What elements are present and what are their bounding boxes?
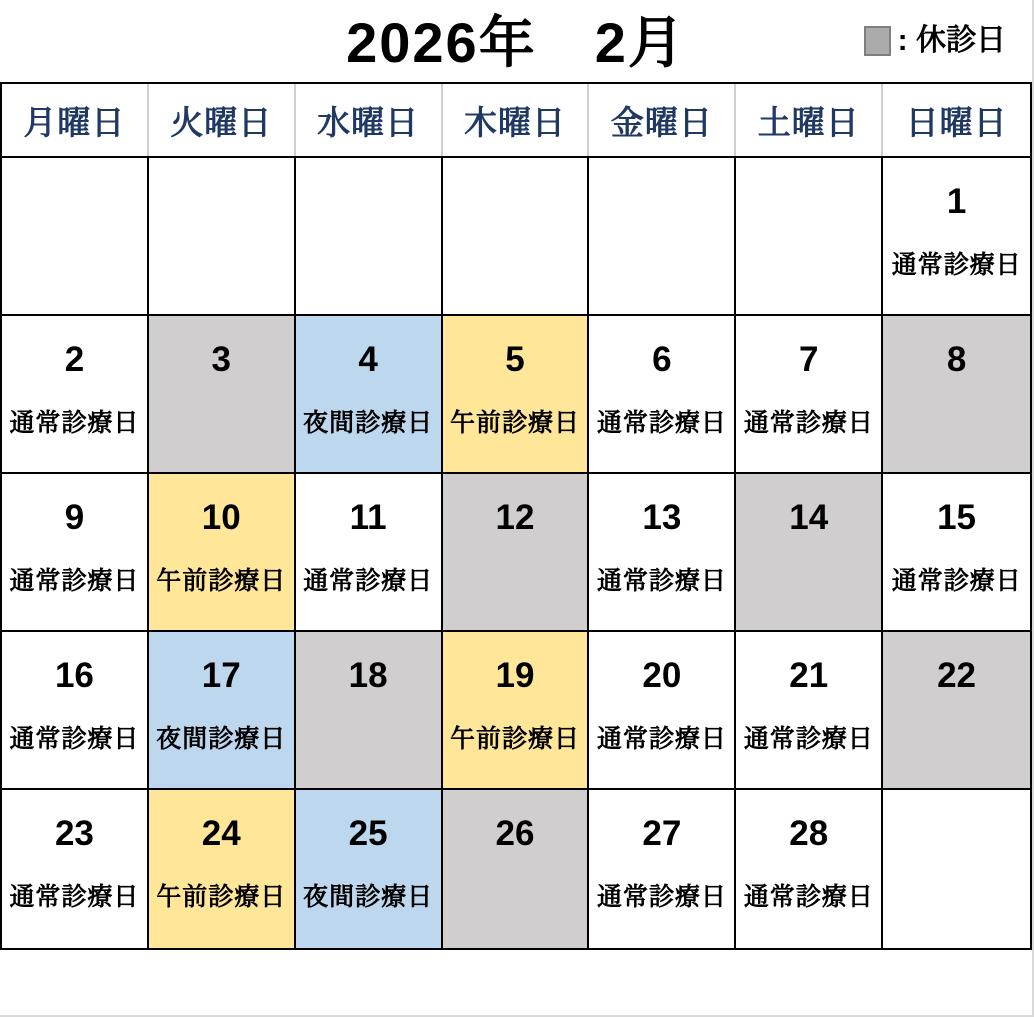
- calendar-cell: [883, 474, 1030, 630]
- calendar-cell: [736, 474, 883, 630]
- day-number: 7: [798, 340, 819, 379]
- day-label: 夜間診療日: [303, 883, 434, 911]
- calendar-cell: [589, 474, 736, 630]
- calendar-cell: [883, 316, 1030, 472]
- day-label: 午前診療日: [449, 409, 580, 437]
- calendar-cell: [883, 632, 1030, 788]
- day-label: 通常診療日: [303, 567, 434, 595]
- closed-day-legend: [864, 26, 1006, 56]
- day-label: 午前診療日: [449, 725, 580, 753]
- calendar-cell: [149, 316, 296, 472]
- week-row: [2, 316, 1030, 474]
- calendar-cell: [296, 474, 443, 630]
- day-label: 通常診療日: [891, 251, 1022, 279]
- calendar-cell: [2, 632, 149, 788]
- weekday-header-cell: 日曜日: [905, 103, 1008, 141]
- day-label: 通常診療日: [596, 567, 727, 595]
- weekday-header-cell: 月曜日: [2, 84, 149, 156]
- day-number: 5: [505, 340, 525, 379]
- day-number: 17: [201, 656, 241, 695]
- day-number: 8: [946, 340, 967, 379]
- day-number: 2: [64, 340, 85, 379]
- week-row: [2, 158, 1030, 316]
- day-number: 6: [652, 340, 672, 379]
- day-label: 通常診療日: [9, 725, 140, 753]
- day-number: 21: [789, 656, 829, 695]
- day-label: 通常診療日: [9, 567, 140, 595]
- day-label: 夜間診療日: [303, 409, 434, 437]
- closed-day-swatch-icon: [864, 26, 891, 56]
- page-title: 2026年 2月: [346, 11, 686, 74]
- calendar-cell: [736, 158, 883, 314]
- day-label: 通常診療日: [891, 567, 1022, 595]
- calendar-cell: [883, 790, 1030, 948]
- calendar-cell: [149, 158, 296, 314]
- calendar-cell: [296, 158, 443, 314]
- calendar-cell: [2, 790, 149, 948]
- day-number: 1: [946, 182, 967, 221]
- day-label: 通常診療日: [9, 409, 140, 437]
- day-number: 13: [642, 498, 682, 537]
- day-number: 26: [495, 814, 535, 853]
- calendar-cell: [443, 158, 590, 314]
- calendar-cell: [149, 474, 296, 630]
- day-number: 9: [64, 498, 85, 537]
- calendar-cell: [736, 632, 883, 788]
- day-number: 28: [789, 814, 829, 853]
- day-label: 通常診療日: [9, 883, 140, 911]
- title-row: [0, 0, 1032, 82]
- calendar-cell: [589, 316, 736, 472]
- day-number: 22: [937, 656, 977, 695]
- day-label: 午前診療日: [156, 567, 287, 595]
- week-row: [2, 632, 1030, 790]
- week-row: [2, 790, 1030, 948]
- day-number: 15: [937, 498, 977, 537]
- calendar-cell: [296, 632, 443, 788]
- day-number: 12: [495, 498, 535, 537]
- calendar-cell: [2, 474, 149, 630]
- day-label: 通常診療日: [596, 883, 727, 911]
- weekday-header-row: [2, 84, 1030, 158]
- week-row: [2, 474, 1030, 632]
- calendar-cell: [589, 632, 736, 788]
- calendar-cell: [149, 790, 296, 948]
- calendar-cell: [589, 158, 736, 314]
- day-label: 通常診療日: [596, 725, 727, 753]
- day-number: 11: [349, 498, 387, 537]
- day-number: 10: [201, 498, 241, 537]
- calendar-cell: [2, 158, 149, 314]
- day-number: 16: [54, 656, 94, 695]
- calendar-cell: [443, 316, 590, 472]
- day-number: 4: [358, 340, 378, 379]
- day-label: 午前診療日: [156, 883, 287, 911]
- calendar-table: [0, 82, 1032, 950]
- day-number: 23: [54, 814, 94, 853]
- weekday-header-cell: 火曜日: [149, 84, 296, 156]
- calendar-cell: [736, 316, 883, 472]
- legend-label: : 休診日: [897, 24, 1006, 57]
- calendar-cell: [2, 316, 149, 472]
- day-number: 3: [211, 340, 231, 379]
- calendar-cell: [736, 790, 883, 948]
- calendar-cell: [149, 632, 296, 788]
- calendar-grid: [2, 158, 1030, 948]
- day-label: 通常診療日: [743, 409, 874, 437]
- day-number: 19: [495, 656, 535, 695]
- day-number: 25: [348, 814, 388, 853]
- day-number: 14: [789, 498, 829, 537]
- day-number: 20: [642, 656, 682, 695]
- day-label: 通常診療日: [743, 725, 874, 753]
- calendar-cell: [443, 790, 590, 948]
- weekday-header-cell: 水曜日: [296, 84, 443, 156]
- calendar-cell: [883, 158, 1030, 314]
- day-number: 27: [642, 814, 682, 853]
- day-number: 18: [348, 656, 388, 695]
- weekday-header-cell: 金曜日: [589, 84, 736, 156]
- calendar-cell: [296, 316, 443, 472]
- calendar-cell: [443, 474, 590, 630]
- calendar-cell: [443, 632, 590, 788]
- weekday-header-cell: 木曜日: [443, 84, 590, 156]
- calendar-cell: [296, 790, 443, 948]
- day-label: 通常診療日: [596, 409, 727, 437]
- calendar-cell: [589, 790, 736, 948]
- day-label: 夜間診療日: [156, 725, 287, 753]
- weekday-header-cell: 土曜日: [736, 84, 883, 156]
- day-label: 通常診療日: [743, 883, 874, 911]
- day-number: 24: [201, 814, 241, 853]
